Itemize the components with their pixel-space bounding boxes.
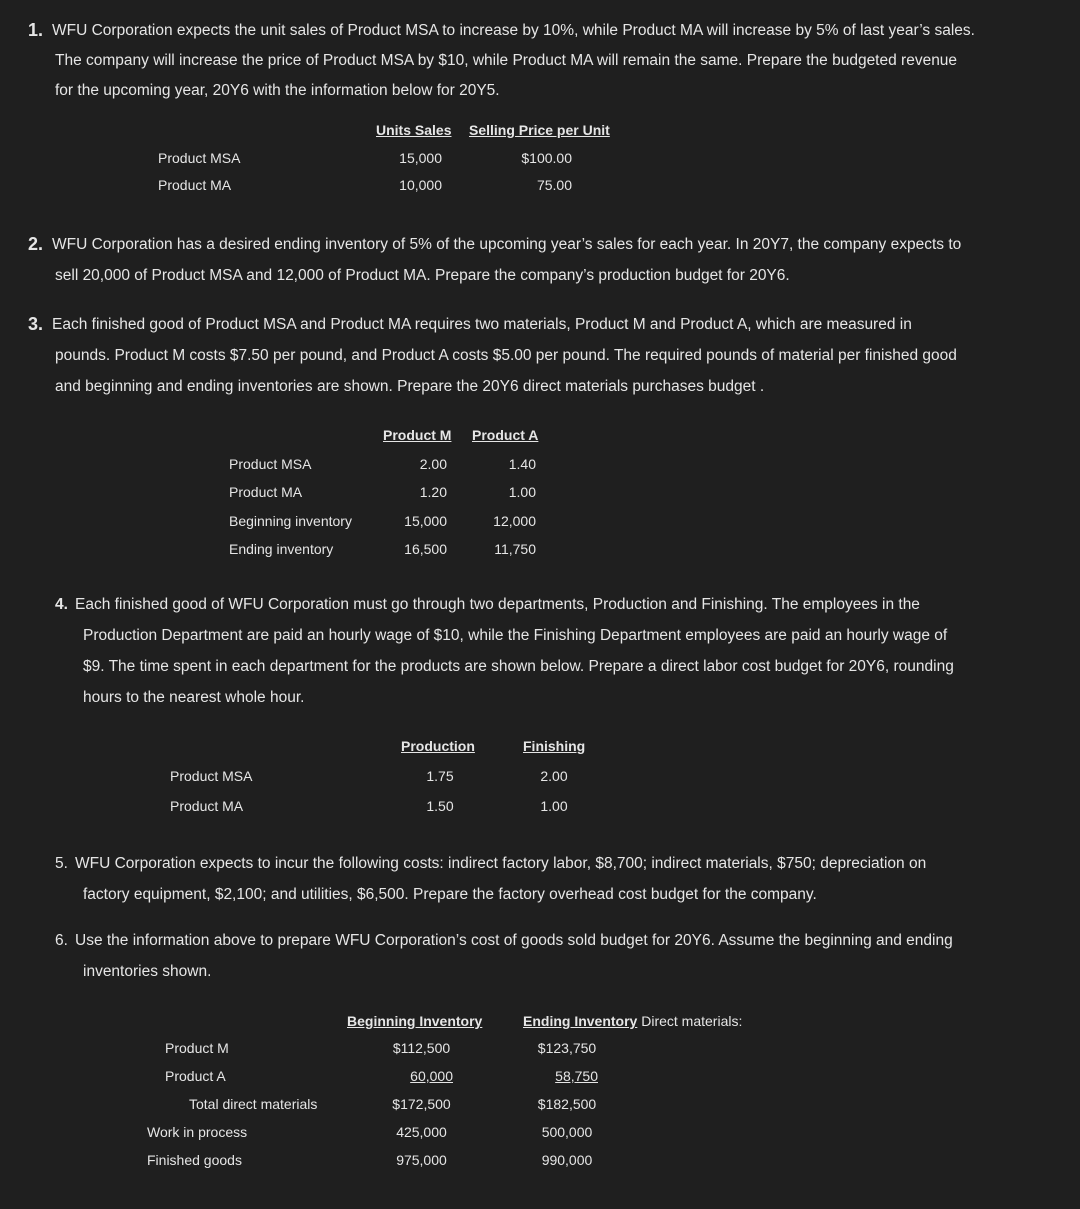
q3-cell: 1.00 [508,484,536,500]
question-1-line-3: for the upcoming year, 20Y6 with the information below for 20Y5. [55,82,500,99]
q6-cell: 58,750 [555,1068,598,1084]
q6-cell: $172,500 [392,1096,451,1112]
question-6-line-1: Use the information above to prepare WFU Corporation’s cost of goods sold budget for 20Y6. Assume the beginning and ending [75,932,953,949]
q4-cell: 1.50 [426,798,454,814]
q1-cell: 75.00 [536,177,572,193]
question-3-line-3: and beginning and ending inventories are shown. Prepare the 20Y6 direct materials purchases budget . [55,378,765,395]
question-4-line-1: Each finished good of WFU Corporation must go through two departments, Production and Finishing. The employees in the [75,596,920,613]
q4-cell: 1.75 [426,768,454,784]
q3-header-product-m: Product M [383,427,452,443]
question-2-number: 2. [28,234,44,254]
question-5-line-2: factory equipment, $2,100; and utilities, $6,500. Prepare the factory overhead cost budget for the company. [83,886,817,903]
q6-row-label: Total direct materials [189,1096,318,1112]
q4-row-label: Product MA [170,798,244,814]
q1-row-label: Product MSA [158,150,241,166]
q1-row-label: Product MA [158,177,232,193]
question-5-line-1: WFU Corporation expects to incur the following costs: indirect factory labor, $8,700; indirect materials, $750; depreciation on [75,855,927,872]
q3-header-product-a: Product A [472,427,539,443]
q3-cell: 2.00 [419,456,447,472]
question-1-line-1: WFU Corporation expects the unit sales of Product MSA to increase by 10%, while Product MA will increase by 5% of last year’s sales. [52,22,975,39]
q3-cell: 1.40 [508,456,536,472]
q6-row-label: Finished goods [147,1152,242,1168]
q6-cell: 60,000 [410,1068,453,1084]
q6-cell: 500,000 [541,1124,593,1140]
q6-row-label: Work in process [147,1124,248,1140]
question-1-line-2: The company will increase the price of Product MSA by $10, while Product MA will remain the same. Prepare the budgeted revenue [55,52,958,69]
q1-cell: 10,000 [399,177,442,193]
q1-cell: $100.00 [521,150,572,166]
q3-cell: 1.20 [419,484,447,500]
q3-cell: 11,750 [494,541,536,557]
q3-cell: 15,000 [404,513,447,529]
q4-row-label: Product MSA [170,768,253,784]
question-6-line-2: inventories shown. [83,963,212,980]
question-4-line-2: Production Department are paid an hourly wage of $10, while the Finishing Department employees are paid an hourly wage of [83,627,948,644]
question-2-line-1: WFU Corporation has a desired ending inventory of 5% of the upcoming year’s sales for each year. In 20Y7, the company expects to [52,236,962,253]
q4-cell: 1.00 [540,798,568,814]
q1-header-units-sales: Units Sales [376,122,452,138]
question-1-number: 1. [28,20,44,40]
q6-header-suffix: Direct materials: [637,1013,743,1029]
q3-cell: 16,500 [404,541,447,557]
q1-cell: 15,000 [399,150,442,166]
question-4-line-3: $9. The time spent in each department for the products are shown below. Prepare a direct labor cost budget for 20Y6, rounding [83,658,954,675]
q4-header-production: Production [401,738,475,754]
q3-row-label: Beginning inventory [229,513,352,529]
q6-cell: 990,000 [541,1152,593,1168]
q1-header-selling-price: Selling Price per Unit [469,122,610,138]
q4-header-finishing: Finishing [523,738,586,754]
q6-cell: $123,750 [537,1040,597,1056]
q6-row-label: Product M [165,1040,229,1056]
q6-cell: 975,000 [396,1152,447,1168]
q3-row-label: Product MA [229,484,303,500]
q3-cell: 12,000 [493,513,536,529]
q6-header-beginning-inventory: Beginning Inventory [347,1013,483,1029]
q6-cell: $182,500 [537,1096,597,1112]
question-2-line-2: sell 20,000 of Product MSA and 12,000 of Product MA. Prepare the company’s production budget for 20Y6. [55,267,790,284]
q6-cell: 425,000 [396,1124,447,1140]
question-4-line-4: hours to the nearest whole hour. [83,689,305,706]
question-3-line-1: Each finished good of Product MSA and Product MA requires two materials, Product M and Product A, which are measured in [52,316,912,333]
q6-row-label: Product A [165,1068,226,1084]
question-5-number: 5. [55,855,68,872]
question-3-line-2: pounds. Product M costs $7.50 per pound, and Product A costs $5.00 per pound. The required pounds of material per finished good [55,347,957,364]
q3-row-label: Ending inventory [229,541,334,557]
q6-cell: $112,500 [392,1040,451,1056]
q6-header-ending-inventory: Ending Inventory [523,1013,638,1029]
q3-row-label: Product MSA [229,456,312,472]
q4-cell: 2.00 [540,768,568,784]
q6-header-ending [523,1013,742,1029]
question-4-number: 4. [55,596,68,613]
question-3-number: 3. [28,314,44,334]
question-6-number: 6. [55,932,68,949]
